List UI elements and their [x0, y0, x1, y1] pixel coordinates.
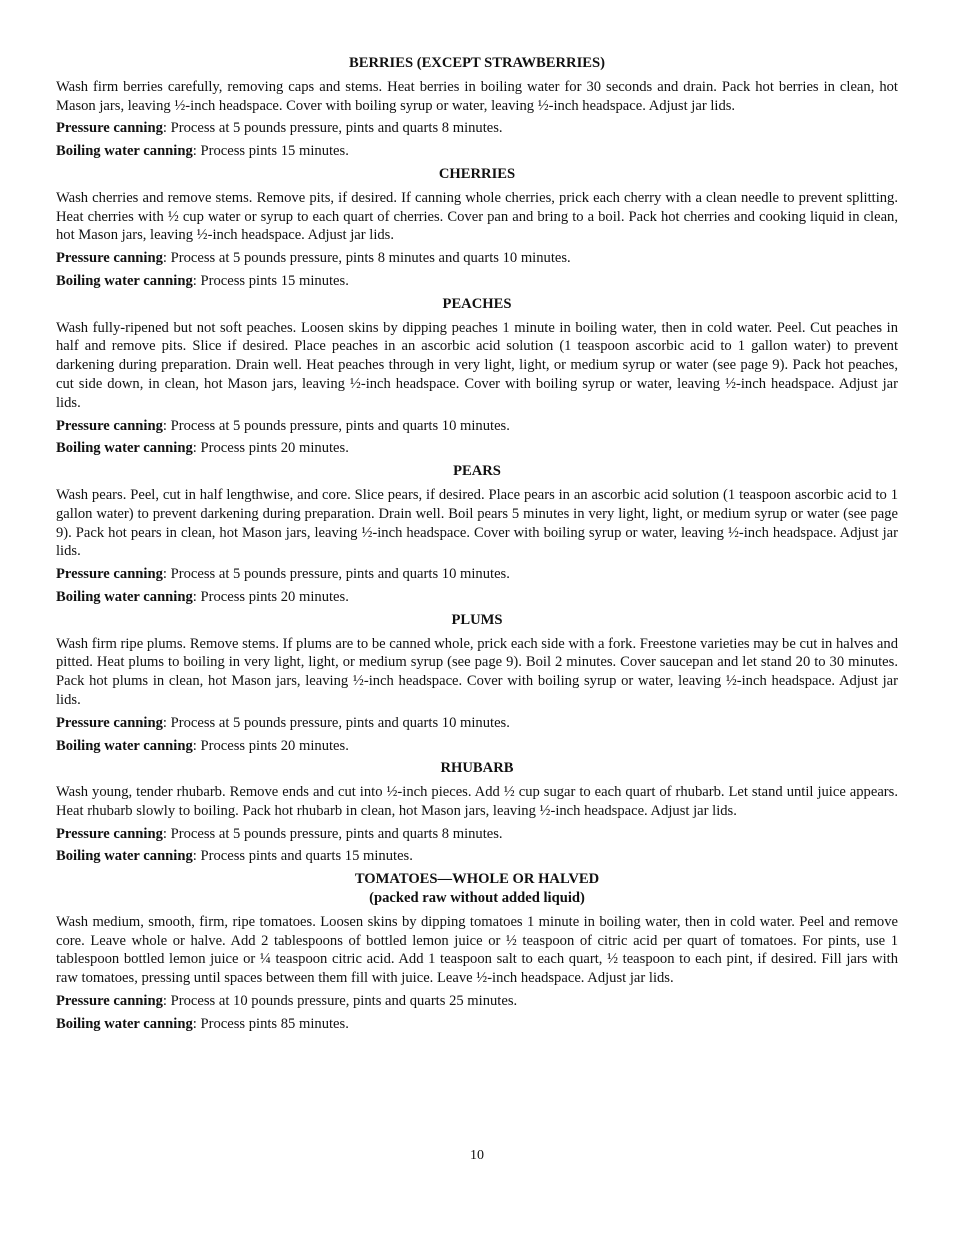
pressure-canning-instruction [56, 565, 898, 584]
section-description: Wash pears. Peel, cut in half lengthwise, and core. Slice pears, if desired. Place pears in an ascorbic acid solution (1 teaspoon ascorbic acid to 1 gallon water) to prevent darkening during preparation. Drain well. Boil pears 5 minutes in very light, light, or medium syrup or water (see page 9). Pack hot pears in clean, hot Mason jars, leaving ½-inch headspace. Cover with boiling syrup or water, leaving ½-inch headspace. Adjust jar lids. [56, 486, 898, 560]
boiling-water-canning-label: Boiling water canning [56, 272, 193, 289]
pressure-canning-label: Pressure canning [56, 993, 163, 1010]
section-description: Wash young, tender rhubarb. Remove ends and cut into ½-inch pieces. Add ½ cup sugar to each quart of rhubarb. Let stand until juice appears. Heat rhubarb slowly to boiling. Pack hot rhubarb in clean, hot Mason jars, leaving ½-inch headspace. Adjust jar lids. [56, 784, 898, 819]
pressure-canning-label: Pressure canning [56, 566, 163, 583]
section-pears [56, 462, 898, 607]
section-description: Wash firm ripe plums. Remove stems. If plums are to be canned whole, prick each side with a fork. Freestone varieties may be cut in halves and pitted. Heat plums to boiling in very light, light, or medium syrup (see page 9). Boil 2 minutes. Cover saucepan and let stand 20 to 30 minutes. Pack hot plums in clean, hot Mason jars, leaving ½-inch headspace. Cover with boiling syrup or water, leaving ½-inch headspace. Adjust jar lids. [56, 635, 898, 708]
pressure-canning-text: : Process at 10 pounds pressure, pints and quarts 25 minutes. [162, 993, 518, 1010]
pressure-canning-instruction [56, 992, 898, 1011]
pressure-canning-text: : Process at 5 pounds pressure, pints 8 minutes and quarts 10 minutes. [162, 250, 571, 267]
section-subtitle: (packed raw without added liquid) [369, 890, 585, 907]
section-description: Wash firm berries carefully, removing caps and stems. Heat berries in boiling water for 30 seconds and drain. Pack hot berries in clean, hot Mason jars, leaving ½-inch headspace. Cover with boiling syrup or water, leaving ½-inch headspace. Adjust jar lids. [56, 78, 898, 114]
boiling-water-canning-text: : Process pints 20 minutes. [192, 588, 349, 605]
boiling-water-canning-instruction [56, 272, 898, 291]
boiling-water-canning-text: : Process pints and quarts 15 minutes. [192, 848, 413, 865]
pressure-canning-instruction [56, 249, 898, 268]
section-title: CHERRIES [438, 165, 516, 182]
pressure-canning-label: Pressure canning [56, 714, 163, 731]
pressure-canning-text: : Process at 5 pounds pressure, pints and quarts 10 minutes. [162, 566, 510, 583]
pressure-canning-instruction [56, 714, 898, 733]
boiling-water-canning-instruction [56, 737, 898, 756]
section-berries [56, 54, 898, 161]
section-description: Wash medium, smooth, firm, ripe tomatoes. Loosen skins by dipping tomatoes 1 minute in boiling water, then in cold water. Peel and remove core. Leave whole or halve. Add 2 tablespoons of bottled lemon juice or ½ teaspoon of citric acid per quart of tomatoes. For pints, use 1 tablespoon bottled lemon juice or ¼ teaspoon citric acid. Add 1 teaspoon salt to each quart, ½ teaspoon to each pint, if desired. Fill jars with raw tomatoes, pressing until spaces between them fill with juice. Leave ½-inch headspace. Adjust jar lids. [56, 913, 898, 987]
boiling-water-canning-instruction [56, 588, 898, 607]
boiling-water-canning-text: : Process pints 15 minutes. [192, 143, 349, 160]
pressure-canning-label: Pressure canning [56, 417, 163, 434]
section-title: TOMATOES—WHOLE OR HALVED [354, 871, 600, 888]
boiling-water-canning-instruction [56, 439, 898, 458]
section-tomatoes [56, 870, 898, 1033]
boiling-water-canning-text: : Process pints 15 minutes. [192, 272, 349, 289]
boiling-water-canning-label: Boiling water canning [56, 1015, 193, 1032]
boiling-water-canning-label: Boiling water canning [56, 737, 193, 754]
boiling-water-canning-label: Boiling water canning [56, 848, 193, 865]
section-description: Wash fully-ripened but not soft peaches. Loosen skins by dipping peaches 1 minute in boiling water, then in cold water. Peel. Cut peaches in half and remove pits. Slice if desired. Place peaches in an ascorbic acid solution (1 teaspoon ascorbic acid to 1 gallon water) to prevent darkening during preparation. Drain well. Heat peaches through in very light, light, or medium syrup or water (see page 9). Pack hot peaches, cut side down, in clean, hot Mason jars, leaving ½-inch headspace. Cover with boiling syrup or water, leaving ½-inch headspace. Adjust jar lids. [56, 319, 898, 411]
boiling-water-canning-label: Boiling water canning [56, 440, 193, 457]
pressure-canning-label: Pressure canning [56, 825, 163, 842]
boiling-water-canning-label: Boiling water canning [56, 588, 193, 605]
section-cherries [56, 165, 898, 291]
pressure-canning-text: : Process at 5 pounds pressure, pints and quarts 10 minutes. [162, 714, 510, 731]
boiling-water-canning-text: : Process pints 20 minutes. [192, 440, 349, 457]
boiling-water-canning-instruction [56, 142, 898, 161]
boiling-water-canning-label: Boiling water canning [56, 143, 193, 160]
page-number: 10 [470, 1148, 484, 1163]
section-title: PEACHES [442, 295, 512, 312]
pressure-canning-label: Pressure canning [56, 120, 163, 137]
boiling-water-canning-text: : Process pints 20 minutes. [192, 737, 349, 754]
pressure-canning-text: : Process at 5 pounds pressure, pints and quarts 8 minutes. [162, 825, 503, 842]
boiling-water-canning-text: : Process pints 85 minutes. [192, 1015, 349, 1032]
pressure-canning-instruction [56, 119, 898, 138]
pressure-canning-instruction [56, 417, 898, 436]
pressure-canning-text: : Process at 5 pounds pressure, pints and quarts 10 minutes. [162, 417, 510, 434]
pressure-canning-instruction [56, 825, 898, 844]
section-peaches [56, 295, 898, 458]
boiling-water-canning-instruction [56, 1015, 898, 1034]
pressure-canning-text: : Process at 5 pounds pressure, pints and quarts 8 minutes. [162, 120, 503, 137]
section-title: PEARS [453, 463, 501, 480]
section-title: PLUMS [451, 611, 503, 628]
pressure-canning-label: Pressure canning [56, 250, 163, 267]
document-page [56, 54, 898, 1038]
section-plums [56, 611, 898, 756]
section-description: Wash cherries and remove stems. Remove pits, if desired. If canning whole cherries, prick each cherry with a clean needle to prevent splitting. Heat cherries with ½ cup water or syrup to each quart of cherries. Cover pan and bring to a boil. Pack hot cherries and cooking liquid in clean, hot Mason jars, leaving ½-inch headspace. Adjust jar lids. [56, 189, 898, 244]
section-title: BERRIES (EXCEPT STRAWBERRIES) [348, 55, 605, 71]
section-rhubarb [56, 759, 898, 866]
section-title: RHUBARB [440, 760, 514, 777]
boiling-water-canning-instruction [56, 847, 898, 866]
